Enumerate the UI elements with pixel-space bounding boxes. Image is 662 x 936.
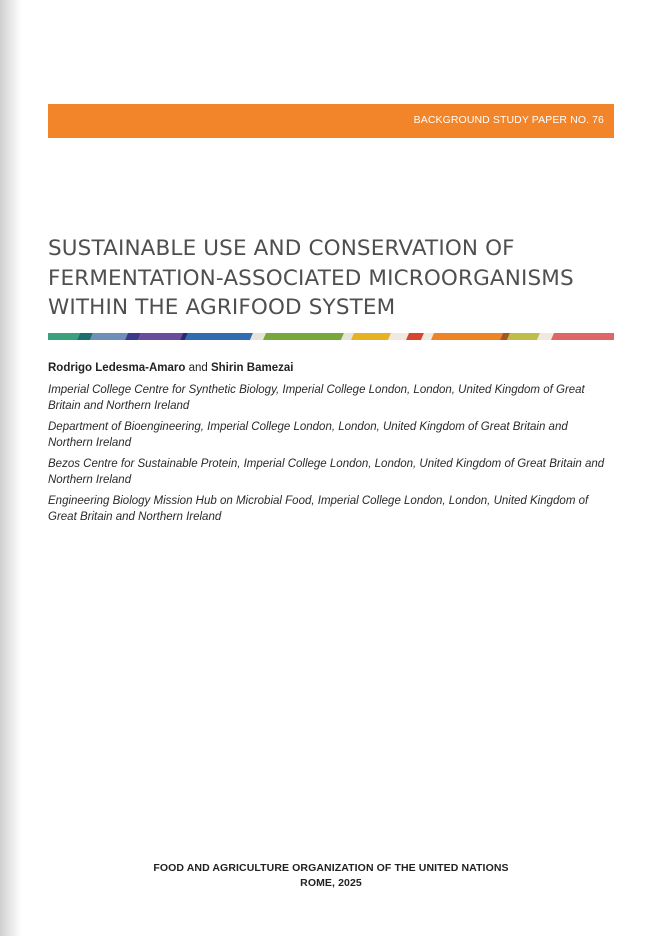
strip-segment <box>351 333 391 340</box>
publisher-block <box>0 861 662 890</box>
title-line: SUSTAINABLE USE AND CONSERVATION OF <box>48 236 515 261</box>
title-line: FERMENTATION-ASSOCIATED MICROORGANISMS <box>48 265 574 291</box>
author-connector: and <box>188 362 208 374</box>
affiliation: Imperial College Centre for Synthetic Biology, Imperial College London, London, United Kingdom of Great Britain and Northern Ireland <box>48 384 585 412</box>
page-edge-shadow <box>0 0 22 936</box>
strip-segment <box>138 333 183 340</box>
strip-segment <box>507 333 540 340</box>
author-name: Shirin Bamezai <box>210 362 294 374</box>
series-label: BACKGROUND STUDY PAPER NO. 76 <box>413 114 604 126</box>
title-line: WITHIN THE AGRIFOOD SYSTEM <box>48 295 396 320</box>
strip-segment <box>48 333 80 340</box>
authors <box>48 362 293 374</box>
affiliation: Department of Bioengineering, Imperial College London, London, United Kingdom of Great Britain and Northern Ireland <box>48 421 568 449</box>
publisher-place-year: ROME, 2025 <box>300 876 362 889</box>
strip-segment <box>263 333 344 340</box>
publisher-organization: FOOD AND AGRICULTURE ORGANIZATION OF THE UNITED NATIONS <box>153 862 509 874</box>
affiliation: Bezos Centre for Sustainable Protein, Imperial College London, London, United Kingdom of Great Britain and Northern Ireland <box>48 458 605 486</box>
affiliation: Engineering Biology Mission Hub on Microbial Food, Imperial College London, London, United Kingdom of Great Britain and Northern Ireland <box>48 495 589 523</box>
series-banner <box>48 104 614 138</box>
strip-segment <box>90 333 128 340</box>
document-title <box>48 234 628 323</box>
strip-segment <box>551 333 614 340</box>
affiliations <box>48 382 614 530</box>
author-name: Rodrigo Ledesma-Amaro <box>48 362 186 374</box>
strip-segment <box>185 333 253 340</box>
strip-segment <box>388 333 409 340</box>
color-strip <box>48 333 614 340</box>
strip-segment <box>431 333 503 340</box>
strip-segment <box>406 333 424 340</box>
